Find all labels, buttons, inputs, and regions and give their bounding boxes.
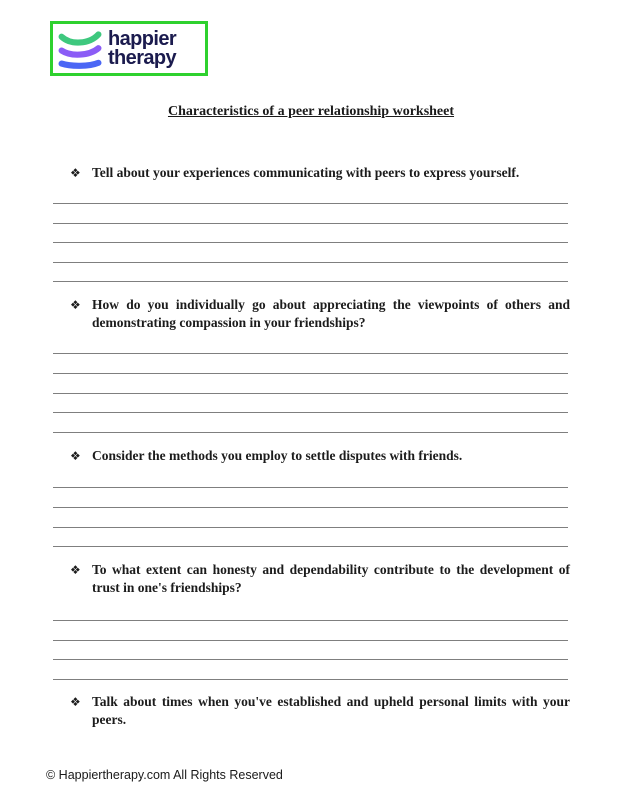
answer-line: [53, 243, 568, 263]
worksheet-question: [70, 296, 570, 332]
happier-therapy-logo: [50, 21, 208, 76]
answer-line: [53, 528, 568, 548]
answer-line: [53, 224, 568, 244]
worksheet-question: [70, 447, 570, 465]
answer-lines-group: [53, 334, 568, 433]
copyright-footer: © Happiertherapy.com All Rights Reserved: [46, 768, 283, 782]
answer-line: [53, 488, 568, 508]
diamond-bullet-icon: ❖: [70, 166, 81, 180]
question-text: How do you individually go about appreciating the viewpoints of others and demonstrating compassion in your friendships?: [92, 297, 570, 330]
worksheet-question: [70, 561, 570, 597]
answer-line: [53, 641, 568, 661]
answer-lines-group: [53, 602, 568, 680]
diamond-bullet-icon: ❖: [70, 695, 81, 709]
answer-line: [53, 621, 568, 641]
diamond-bullet-icon: ❖: [70, 563, 81, 577]
worksheet-question: [70, 164, 570, 182]
logo-word-line2: therapy: [108, 46, 177, 69]
answer-lines-group: [53, 185, 568, 283]
answer-line: [53, 468, 568, 488]
answer-line: [53, 660, 568, 680]
question-text: Talk about times when you've established and upheld personal limits with your peers.: [92, 694, 570, 727]
answer-line: [53, 413, 568, 433]
answer-line: [53, 354, 568, 374]
logo-wordmark: [108, 27, 177, 69]
page-title: Characteristics of a peer relationship worksheet: [167, 104, 455, 119]
diamond-bullet-icon: ❖: [70, 298, 81, 312]
answer-lines-group: [53, 468, 568, 547]
answer-line: [53, 263, 568, 283]
question-text: Consider the methods you employ to settle disputes with friends.: [92, 448, 463, 463]
answer-line: [53, 334, 568, 354]
answer-line: [53, 204, 568, 224]
answer-line: [53, 185, 568, 205]
question-text: To what extent can honesty and dependability contribute to the development of trust in one's friendships?: [92, 562, 570, 595]
logo-word-line1: happier: [108, 27, 177, 50]
answer-line: [53, 374, 568, 394]
diamond-bullet-icon: ❖: [70, 449, 81, 463]
question-text: Tell about your experiences communicating with peers to express yourself.: [92, 165, 520, 180]
answer-line: [53, 394, 568, 414]
logo-curve-bottom: [62, 62, 99, 65]
answer-line: [53, 602, 568, 622]
answer-line: [53, 508, 568, 528]
stacked-smiles-icon: [57, 28, 103, 70]
logo-curve-top: [62, 34, 99, 42]
worksheet-question: [70, 693, 570, 729]
logo-curve-middle: [62, 48, 99, 54]
